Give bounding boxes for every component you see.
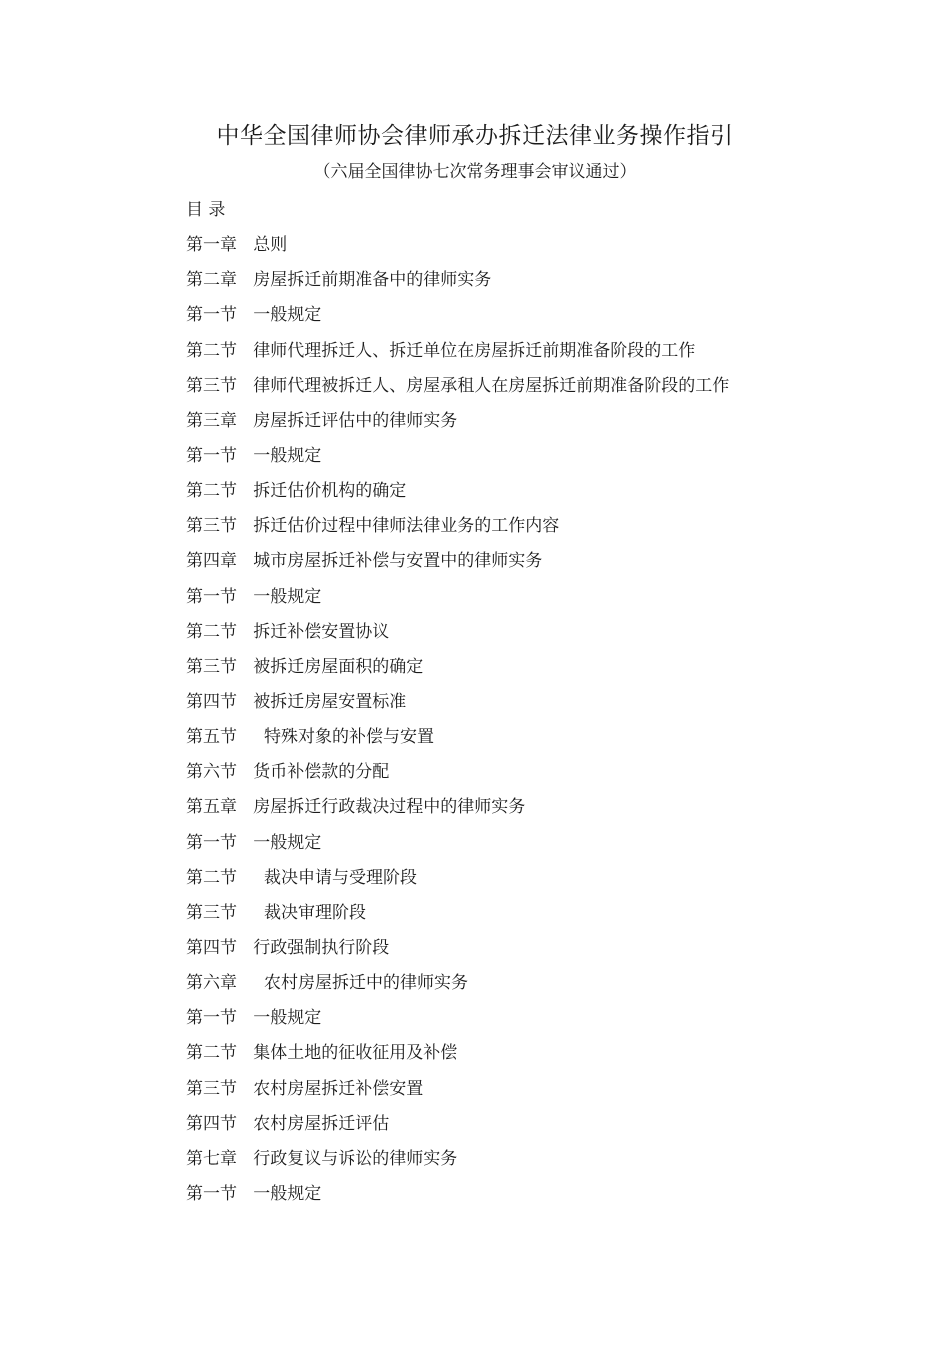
toc-item: 第二章 房屋拆迁前期准备中的律师实务 bbox=[186, 270, 492, 291]
toc-item: 第二节 拆迁补偿安置协议 bbox=[186, 621, 390, 642]
document-title: 中华全国律师协会律师承办拆迁法律业务操作指引 bbox=[216, 123, 734, 149]
toc-item: 第一节 一般规定 bbox=[186, 832, 322, 853]
toc-item: 第四节 行政强制执行阶段 bbox=[186, 937, 390, 958]
toc-item: 第四节 农村房屋拆迁评估 bbox=[186, 1113, 390, 1134]
toc-item: 第二节 裁决申请与受理阶段 bbox=[186, 867, 418, 888]
toc-item: 第二节 集体土地的征收征用及补偿 bbox=[186, 1043, 458, 1064]
document-subtitle: （六届全国律协七次常务理事会审议通过） bbox=[313, 162, 637, 182]
toc-item: 第一章 总则 bbox=[186, 235, 288, 256]
toc-item: 第三节 裁决审理阶段 bbox=[186, 902, 367, 923]
toc-heading: 目 录 bbox=[186, 200, 226, 220]
toc-item: 第二节 律师代理拆迁人、拆迁单位在房屋拆迁前期准备阶段的工作 bbox=[186, 340, 696, 361]
toc-item: 第三节 律师代理被拆迁人、房屋承租人在房屋拆迁前期准备阶段的工作 bbox=[186, 375, 730, 396]
toc-item: 第五节 特殊对象的补偿与安置 bbox=[186, 727, 435, 748]
toc-item: 第一节 一般规定 bbox=[186, 305, 322, 326]
toc-item: 第四节 被拆迁房屋安置标准 bbox=[186, 691, 407, 712]
toc-item: 第一节 一般规定 bbox=[186, 1183, 322, 1204]
toc-item: 第五章 房屋拆迁行政裁决过程中的律师实务 bbox=[186, 797, 526, 818]
toc-item: 第一节 一般规定 bbox=[186, 586, 322, 607]
toc-item: 第一节 一般规定 bbox=[186, 445, 322, 466]
toc-item: 第三节 农村房屋拆迁补偿安置 bbox=[186, 1078, 424, 1099]
toc-item: 第三节 被拆迁房屋面积的确定 bbox=[186, 656, 424, 677]
toc-item: 第二节 拆迁估价机构的确定 bbox=[186, 481, 407, 502]
toc-item: 第六章 农村房屋拆迁中的律师实务 bbox=[186, 973, 469, 994]
table-of-contents bbox=[186, 193, 886, 1212]
toc-item: 第四章 城市房屋拆迁补偿与安置中的律师实务 bbox=[186, 551, 543, 572]
toc-item: 第六节 货币补偿款的分配 bbox=[186, 762, 390, 783]
toc-item: 第三章 房屋拆迁评估中的律师实务 bbox=[186, 410, 458, 431]
toc-item: 第七章 行政复议与诉讼的律师实务 bbox=[186, 1148, 458, 1169]
toc-item: 第三节 拆迁估价过程中律师法律业务的工作内容 bbox=[186, 516, 560, 537]
toc-item: 第一节 一般规定 bbox=[186, 1008, 322, 1029]
